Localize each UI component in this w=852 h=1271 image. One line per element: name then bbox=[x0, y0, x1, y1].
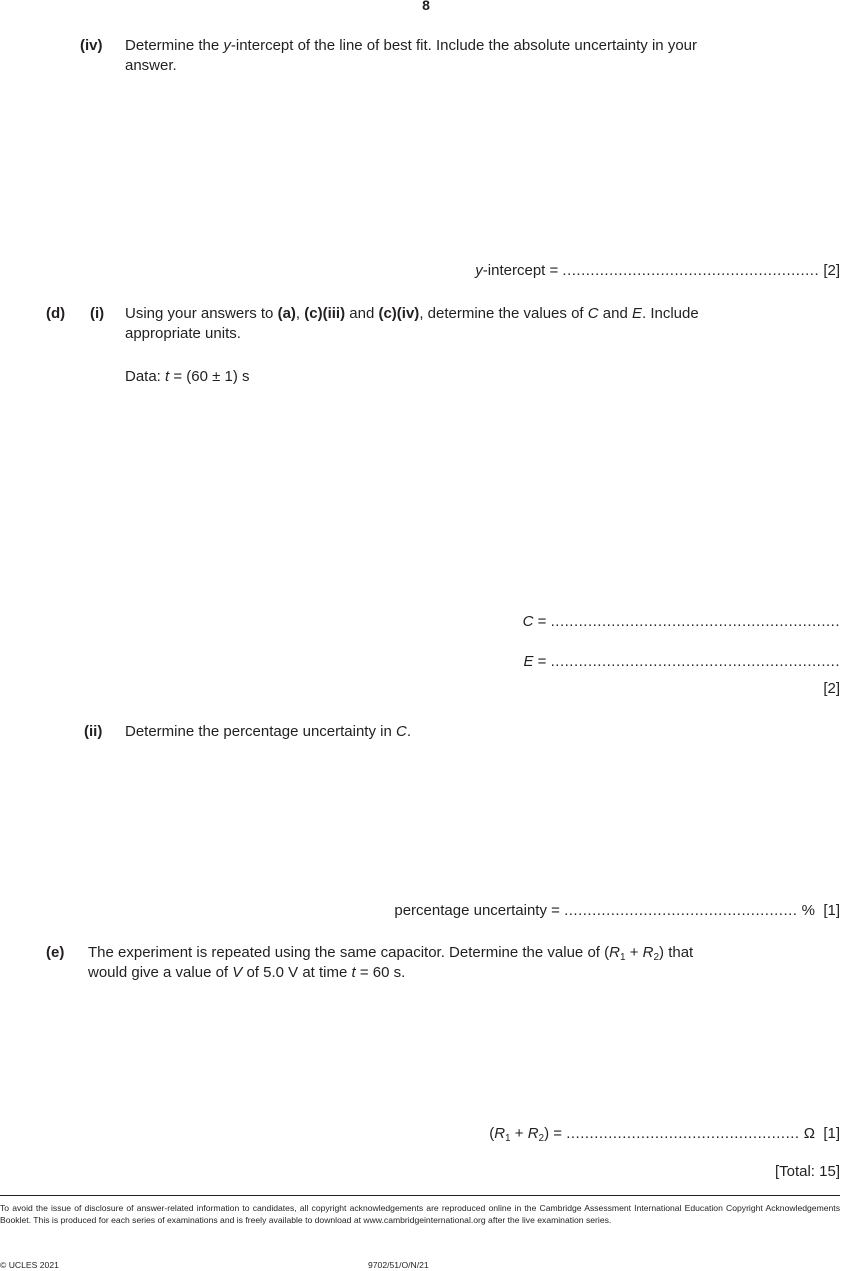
marks-d-i: [2] bbox=[823, 680, 840, 697]
y-intercept-answer-line[interactable]: y-intercept = ....................................................... [2] bbox=[475, 262, 840, 279]
data-t: Data: t = (60 ± 1) s bbox=[125, 368, 250, 385]
question-label-d-ii: (ii) bbox=[84, 723, 103, 740]
page-number: 8 bbox=[422, 0, 430, 10]
total-marks: [Total: 15] bbox=[774, 1163, 840, 1180]
question-label-d: (d) bbox=[46, 305, 66, 322]
paper-code: 9702/51/O/N/21 bbox=[368, 1260, 429, 1270]
question-label-iv: (iv) bbox=[80, 37, 103, 54]
footer-divider bbox=[0, 1195, 840, 1196]
marks-e: [1] bbox=[823, 1125, 840, 1142]
percentage-uncertainty-answer-line[interactable]: percentage uncertainty = .................................................. % [1] bbox=[394, 902, 840, 919]
marks-iv: [2] bbox=[823, 262, 840, 279]
question-d-ii-text: Determine the percentage uncertainty in C. bbox=[125, 723, 412, 740]
question-d-i-text: Using your answers to (a), (c)(iii) and (c)(iv), determine the values of C and E. Include appropriate units. bbox=[125, 305, 699, 342]
c-answer-line[interactable]: C = .............................................................. bbox=[522, 613, 840, 630]
question-label-d-i: (i) bbox=[90, 305, 105, 322]
copyright-notice: To avoid the issue of disclosure of answer-related information to candidates, all copyright acknowledgements are reproduced online in the Cambridge Assessment International Education Copyright Acknowledgements Booklet. This is produced for each series of examinations and is freely available to download at www.cambridgeinternational.org after the live examination series. bbox=[0, 1203, 840, 1225]
r1-r2-answer-line[interactable]: $(R_1 + R_2)$ = .................................................. Ω [1] bbox=[489, 1125, 840, 1144]
question-e-text: The experiment is repeated using the same capacitor. Determine the value of $(R_1 + R_2)$ that would give a value of V of 5.0 V at time t = 60 s. bbox=[88, 944, 694, 981]
e-answer-line[interactable]: E = .............................................................. bbox=[523, 653, 840, 670]
question-label-e: (e) bbox=[46, 944, 65, 961]
ucles-copyright: © UCLES 2021 bbox=[0, 1260, 59, 1270]
marks-d-ii: [1] bbox=[823, 902, 840, 919]
question-iv-text: Determine the y-intercept of the line of best fit. Include the absolute uncertainty in your answer. bbox=[125, 37, 697, 74]
